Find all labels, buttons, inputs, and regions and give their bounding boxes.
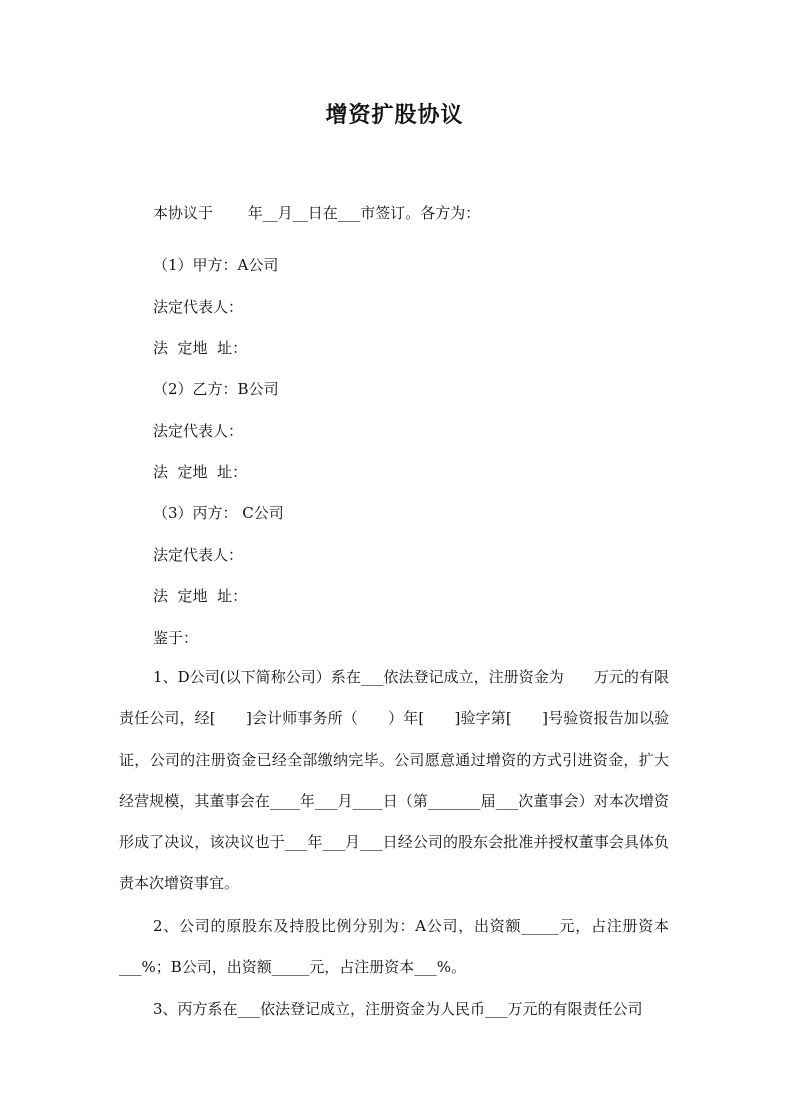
document-title: 增资扩股协议 [325,102,464,128]
party-a-representative-label: 法定代表人： [153,298,244,316]
clause-1-paragraph: 1、D公司(以下简称公司）系在___依法登记成立，注册资金为 万元的有限责任公司，经[ ]会计师事务所（ ）年[ ]验字第[ ]号验资报告加以验证，公司的注册资金已经全部缴纳完毕。公司愿意通过增资的方式引进资金，扩大经营规模，其董事会在____年___月____日（第_______届___次董事会）对本次增资形成了决议，该决议也于___年___月___日经公司的股东会批准并授权董事会具体负责本次增资事宜。 [119,668,669,893]
whereas-label: 鉴于： [153,629,199,647]
party-c-representative-label: 法定代表人： [153,546,244,564]
intro-line: 本协议于 年__月__日在___市签订。各方为： [153,204,481,222]
party-c-address-label: 法 定地 址： [153,587,248,605]
party-b-heading: （2）乙方：B公司 [153,380,279,398]
party-a-heading: （1）甲方：A公司 [153,256,279,274]
party-a-address-label: 法 定地 址： [153,339,248,357]
party-c-heading: （3）丙方： C公司 [153,504,284,522]
clause-3-paragraph: 3、丙方系在___依法登记成立，注册资金为人民币___万元的有限责任公司 [153,1000,643,1018]
party-b-representative-label: 法定代表人： [153,422,244,440]
party-b-address-label: 法 定地 址： [153,463,248,481]
clause-2-paragraph: 2、公司的原股东及持股比例分别为：A公司，出资额_____元，占注册资本___%；B公司，出资额_____元，占注册资本___%。 [119,917,669,977]
